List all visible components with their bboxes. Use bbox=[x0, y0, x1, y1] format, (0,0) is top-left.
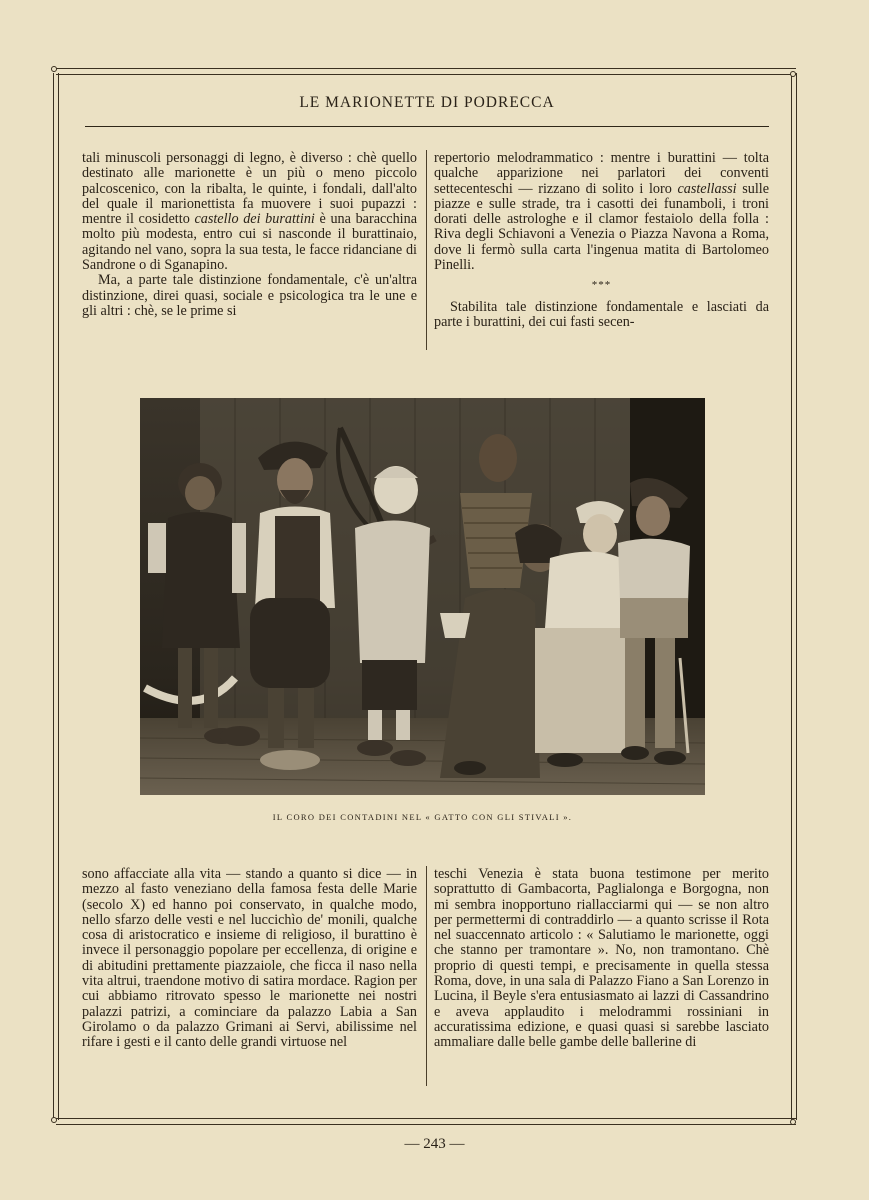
frame-left-rule bbox=[53, 73, 59, 1120]
upper-left-column bbox=[82, 151, 417, 319]
marionettes-illustration bbox=[140, 398, 705, 795]
paragraph: Stabilita tale distinzione fondamentale e lasciati da parte i burattini, dei cui fasti secen- bbox=[434, 298, 769, 330]
lower-left-column bbox=[82, 867, 417, 1051]
upper-right-column bbox=[434, 151, 769, 330]
running-head: LE MARIONETTE DI PODRECCA bbox=[299, 94, 555, 111]
paragraph: tali minuscoli personaggi di legno, è diverso : chè quello destinato alle marionette è un più o meno piccolo palcoscenico, con la ribalta, le quinte, i fondali, dall'alto del quale il marionettista fa muovere i suoi pupazzi : mentre il cosidetto castello dei burattini è una baracchina molto più modesta, entro cui si nasconde il burattinaio, agitando nel vano, sopra la sua testa, le facce ridanciane di Sandrone o di Sganapino. bbox=[82, 150, 418, 274]
frame-corner-ornament bbox=[790, 1119, 796, 1125]
frame-corner-ornament bbox=[51, 66, 57, 72]
figure-caption: IL CORO DEI CONTADINI NEL « GATTO CON GLI STIVALI ». bbox=[272, 812, 573, 822]
column-divider bbox=[426, 866, 427, 1086]
frame-corner-ornament bbox=[790, 71, 796, 77]
paragraph: sono affacciate alla vita — stando a quanto si dice — in mezzo al fasto veneziano della famosa festa delle Marie (secolo X) ed hanno poi conservato, in qualche modo, nello sfarzo delle vesti e nel luccichìo de' monili, qualche cosa di aristocratico e insieme di religioso, il burattino è invece il personaggio popolare per eccellenza, di origine e di abitudini prettamente piazzaiole, che ficca il naso nella vita altrui, traendone motivo di satira mordace. Ragion per cui abbiamo ritrovato spesso le marionette nei nostri palazzi patrizi, a cominciare da palazzo Labia a San Girolamo o da palazzo Grimani ai Servi, abilissime nel rifare i gesti e il canto delle grandi virtuose nel bbox=[82, 866, 417, 1051]
paragraph: Ma, a parte tale distinzione fondamentale, c'è un'altra distinzione, direi quasi, sociale e psicologica tra le une e gli altri : chè, se le prime si bbox=[82, 272, 417, 319]
marionettes-photograph bbox=[140, 398, 705, 795]
running-head-rule bbox=[85, 126, 769, 127]
lower-right-column bbox=[434, 867, 769, 1051]
column-divider bbox=[426, 150, 427, 350]
page-number: — 243 — bbox=[404, 1136, 465, 1152]
frame-top-rule bbox=[56, 68, 796, 75]
section-break-asterisks: *** bbox=[591, 279, 612, 292]
frame-corner-ornament bbox=[51, 1117, 57, 1123]
paragraph: repertorio melodrammatico : mentre i burattini — tolta qualche apparizione nei parlatori dei conventi settecenteschi — rizzano di solito i loro castellassi sulle piazze e sulle strade, tra i casotti dei funamboli, i troni dorati delle astrologhe e il clamor festaiolo della folla : Riva degli Schiavoni a Venezia o Piazza Navona a Roma, dove li fermò sulla carta l'ingenua matita di Bartolomeo Pinelli. bbox=[434, 150, 769, 274]
frame-bottom-rule bbox=[56, 1118, 796, 1125]
paragraph: teschi Venezia è stata buona testimone per merito soprattutto di Gambacorta, Paglialonga e Borgogna, non mi sembra inopportuno riallacciarmi qui — se non altro per permettermi di contraddirlo — a quanto scrisse il Rota nel suaccennato articolo : « Salutiamo le marionette, oggi che stanno per tramontare ». No, non tramontano. Chè proprio di questi tempi, e precisamente in quella stessa Roma, dove, in una sala di Palazzo Fiano a San Lorenzo in Lucina, il Beyle s'era entusiasmato ai lazzi di Cassandrino e aveva applaudito i melodrammi rossiniani in accuratissima edizione, e quasi quasi si sarebbe lasciato ammaliare dalle belle gambe delle ballerine di bbox=[434, 866, 769, 1051]
frame-right-rule bbox=[791, 73, 797, 1120]
